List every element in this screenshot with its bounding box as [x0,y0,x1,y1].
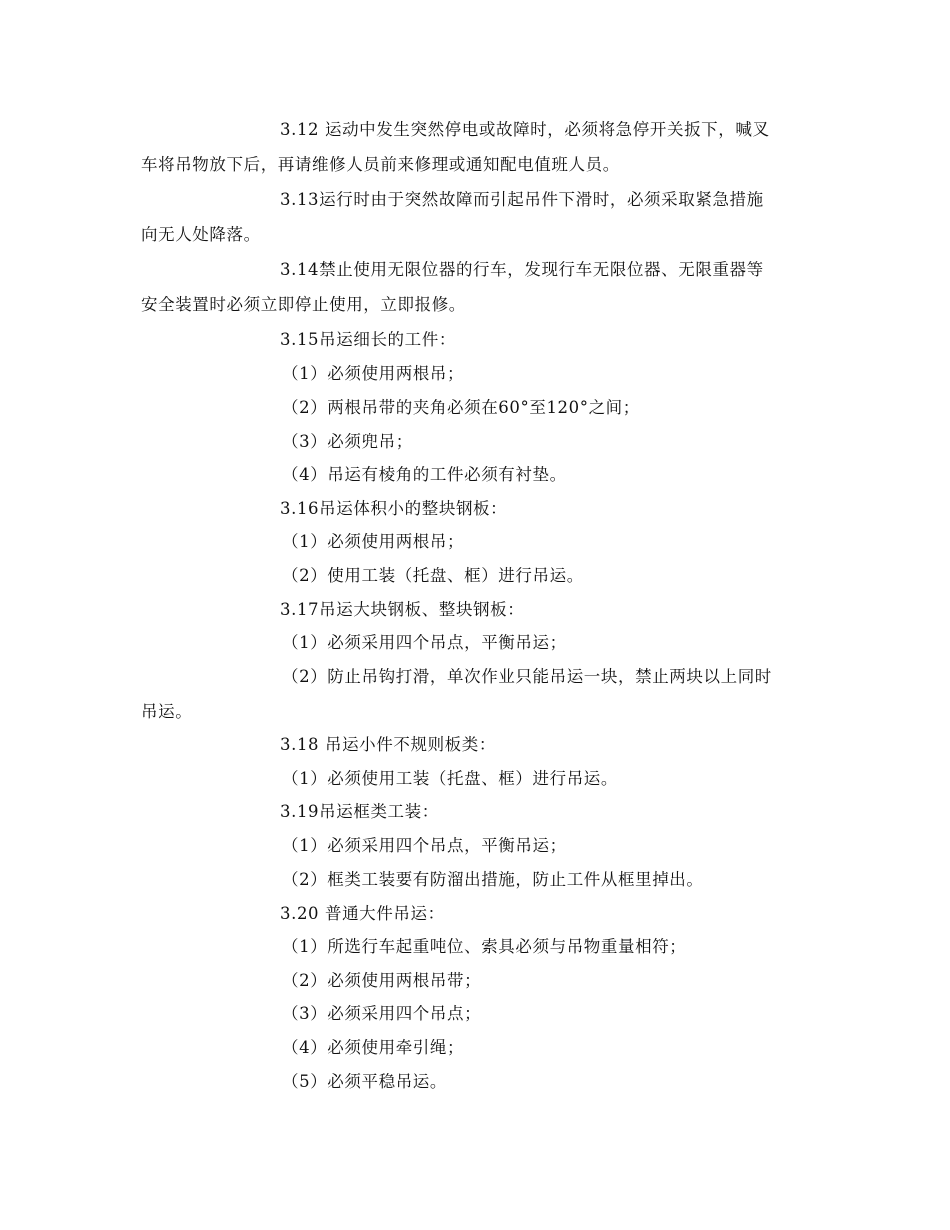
section-3-16-heading: 3.16吊运体积小的整块钢板： [280,499,508,518]
section-3-19-heading: 3.19吊运框类工装： [280,802,439,821]
section-3-15-item-4: （4）吊运有棱角的工件必须有衬垫。 [282,465,567,484]
section-3-18-item-1: （1）必须使用工装（托盘、框）进行吊运。 [282,769,618,788]
section-3-17-item-2-line-2: 吊运。 [141,702,193,721]
section-3-12-line-1: 3.12 运动中发生突然停电或故障时，必须将急停开关扳下，喊叉 [280,120,770,139]
section-3-20-item-3: （3）必须采用四个吊点； [282,1004,482,1023]
section-3-20-item-4: （4）必须使用牵引绳； [282,1038,465,1057]
section-3-15-heading: 3.15吊运细长的工件： [280,330,456,349]
section-3-17-heading: 3.17吊运大块钢板、整块钢板： [280,600,525,619]
section-3-17-item-1: （1）必须采用四个吊点，平衡吊运； [282,633,567,652]
section-3-20-item-5: （5）必须平稳吊运。 [282,1072,447,1091]
section-3-19-item-1: （1）必须采用四个吊点，平衡吊运； [282,836,567,855]
section-3-15-item-3: （3）必须兜吊； [282,432,413,451]
section-3-17-item-2-line-1: （2）防止吊钩打滑，单次作业只能吊运一块，禁止两块以上同时 [282,667,772,686]
section-3-14-line-1: 3.14禁止使用无限位器的行车，发现行车无限位器、无限重器等 [280,260,764,279]
section-3-15-item-2: （2）两根吊带的夹角必须在60°至120°之间； [282,398,640,417]
section-3-15-item-1: （1）必须使用两根吊； [282,364,465,383]
section-3-20-item-2: （2）必须使用两根吊带； [282,971,482,990]
section-3-18-heading: 3.18 吊运小件不规则板类： [280,735,496,754]
section-3-19-item-2: （2）框类工装要有防溜出措施，防止工件从框里掉出。 [282,870,704,889]
section-3-20-heading: 3.20 普通大件吊运： [280,904,445,923]
section-3-13-line-1: 3.13运行时由于突然故障而引起吊件下滑时，必须采取紧急措施 [280,190,764,209]
section-3-14-line-2: 安全装置时必须立即停止使用，立即报修。 [141,295,466,314]
section-3-16-item-1: （1）必须使用两根吊； [282,532,465,551]
section-3-16-item-2: （2）使用工装（托盘、框）进行吊运。 [282,566,584,585]
section-3-13-line-2: 向无人处降落。 [141,225,261,244]
section-3-12-line-2: 车将吊物放下后，再请维修人员前来修理或通知配电值班人员。 [141,155,620,174]
section-3-20-item-1: （1）所选行车起重吨位、索具必须与吊物重量相符； [282,937,687,956]
